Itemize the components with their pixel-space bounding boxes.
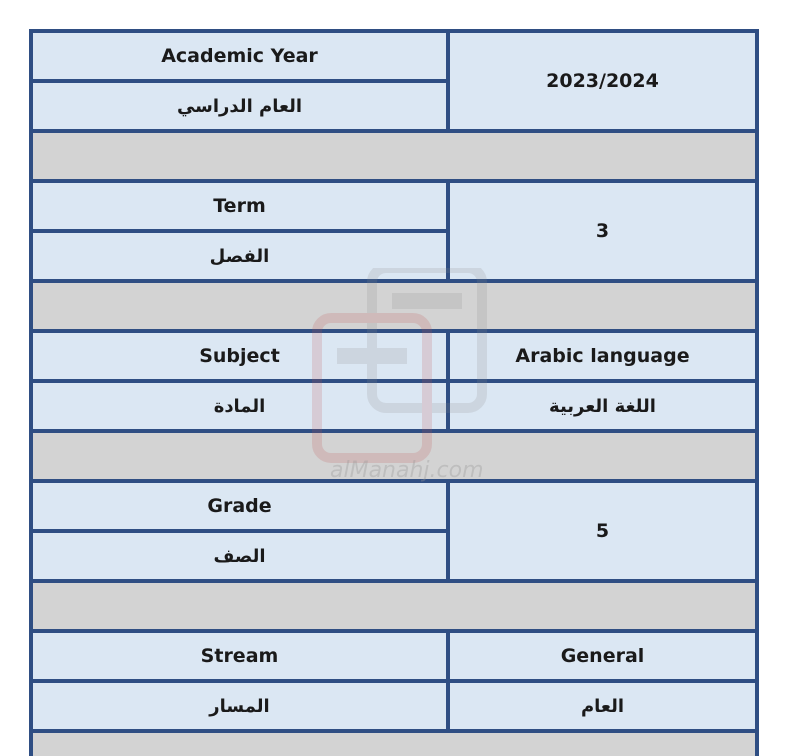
subject-label-ar: المادة: [33, 383, 446, 429]
separator-row: [33, 433, 755, 479]
stream-label-ar: المسار: [33, 683, 446, 729]
term-label-en: Term: [33, 183, 446, 229]
watermark-text: alManahj.com: [330, 458, 484, 483]
separator-row: [33, 733, 755, 756]
stream-value-en: General: [450, 633, 755, 679]
grade-label-ar: الصف: [33, 533, 446, 579]
separator-row: [33, 283, 755, 329]
stream-label-en: Stream: [33, 633, 446, 679]
academic-year-value: 2023/2024: [450, 33, 755, 129]
stream-value-ar: العام: [450, 683, 755, 729]
info-table: [29, 29, 759, 756]
subject-label-en: Subject: [33, 333, 446, 379]
academic-year-label-en: Academic Year: [33, 33, 446, 79]
separator-row: [33, 133, 755, 179]
term-value: 3: [450, 183, 755, 279]
grade-value: 5: [450, 483, 755, 579]
grade-label-en: Grade: [33, 483, 446, 529]
subject-value-ar: اللغة العربية: [450, 383, 755, 429]
subject-value-en: Arabic language: [450, 333, 755, 379]
academic-year-label-ar: العام الدراسي: [33, 83, 446, 129]
separator-row: [33, 583, 755, 629]
term-label-ar: الفصل: [33, 233, 446, 279]
